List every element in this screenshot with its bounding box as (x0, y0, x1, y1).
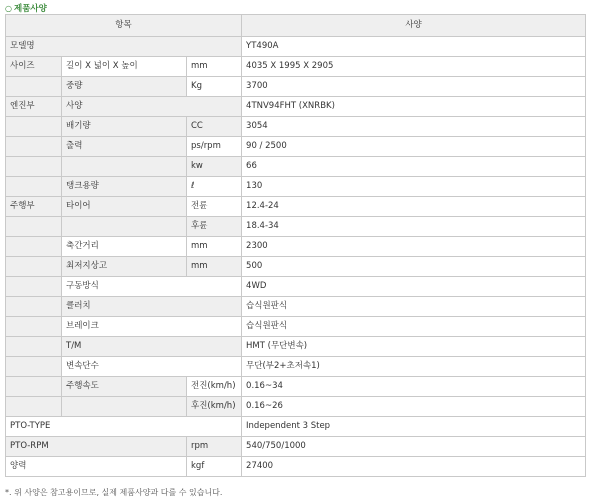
table-row (6, 197, 586, 217)
table-row (6, 277, 586, 297)
sub-label: 출력 (62, 137, 187, 157)
sub-label: 브레이크 (62, 317, 242, 337)
table-row (6, 57, 586, 77)
row-value: 18.4-34 (242, 217, 586, 237)
row-value: YT490A (242, 37, 586, 57)
unit-label: 후진(km/h) (187, 397, 242, 417)
group-blank (6, 337, 62, 357)
footnote: *. 위 사양은 참고용이므로, 실제 제품사양과 다를 수 있습니다. (5, 488, 223, 497)
table-row (6, 357, 586, 377)
row-value: 3054 (242, 117, 586, 137)
table-row (6, 377, 586, 397)
table-row (6, 437, 586, 457)
unit-label: kgf (187, 457, 242, 477)
row-value: 습식원판식 (242, 317, 586, 337)
sub-blank (62, 397, 187, 417)
sub-label: 최저지상고 (62, 257, 187, 277)
table-row (6, 37, 586, 57)
section-title-text: 제품사양 (13, 4, 47, 14)
unit-label: mm (187, 237, 242, 257)
bullet-icon: ○ (5, 4, 12, 13)
group-blank (6, 377, 62, 397)
group-label: 사이즈 (6, 57, 62, 77)
unit-label: mm (187, 257, 242, 277)
unit-label: mm (187, 57, 242, 77)
group-blank (6, 237, 62, 257)
sub-label: 축간거리 (62, 237, 187, 257)
row-value: 2300 (242, 237, 586, 257)
row-value: 90 / 2500 (242, 137, 586, 157)
sub-label: 변속단수 (62, 357, 242, 377)
row-value: Independent 3 Step (242, 417, 586, 437)
sub-label: T/M (62, 337, 242, 357)
unit-label: ℓ (187, 177, 242, 197)
table-row (6, 397, 586, 417)
unit-label: 전진(km/h) (187, 377, 242, 397)
sub-label: 길이 X 넓이 X 높이 (62, 57, 187, 77)
row-label: PTO-TYPE (6, 417, 242, 437)
row-value: 130 (242, 177, 586, 197)
row-value: 무단(부2+초저속1) (242, 357, 586, 377)
group-blank (6, 177, 62, 197)
group-blank (6, 277, 62, 297)
row-label: 모델명 (6, 37, 242, 57)
table-row (6, 337, 586, 357)
unit-label: CC (187, 117, 242, 137)
spec-table (5, 14, 586, 477)
table-row (6, 417, 586, 437)
row-value: 0.16~34 (242, 377, 586, 397)
table-row (6, 77, 586, 97)
sub-label: 타이어 (62, 197, 187, 217)
row-label: PTO-RPM (6, 437, 187, 457)
group-blank (6, 157, 62, 177)
row-value: 540/750/1000 (242, 437, 586, 457)
table-row (6, 297, 586, 317)
row-value: 4TNV94FHT (XNRBK) (242, 97, 586, 117)
group-blank (6, 217, 62, 237)
sub-label: 배기량 (62, 117, 187, 137)
sub-blank (62, 217, 187, 237)
group-blank (6, 397, 62, 417)
group-blank (6, 117, 62, 137)
row-value: 66 (242, 157, 586, 177)
group-blank (6, 137, 62, 157)
sub-label: 탱크용량 (62, 177, 187, 197)
sub-label: 구동방식 (62, 277, 242, 297)
sub-label: 클러치 (62, 297, 242, 317)
sub-label: 사양 (62, 97, 242, 117)
row-value: HMT (무단변속) (242, 337, 586, 357)
row-value: 3700 (242, 77, 586, 97)
sub-label: 중량 (62, 77, 187, 97)
row-label: 양력 (6, 457, 187, 477)
table-row (6, 317, 586, 337)
sub-blank (62, 157, 187, 177)
table-row (6, 137, 586, 157)
row-value: 4035 X 1995 X 2905 (242, 57, 586, 77)
row-value: 0.16~26 (242, 397, 586, 417)
row-value: 습식원판식 (242, 297, 586, 317)
row-value: 4WD (242, 277, 586, 297)
group-label: 엔진부 (6, 97, 62, 117)
unit-label: rpm (187, 437, 242, 457)
sub-label: 주행속도 (62, 377, 187, 397)
row-value: 500 (242, 257, 586, 277)
unit-label: Kg (187, 77, 242, 97)
table-row (6, 177, 586, 197)
group-blank (6, 357, 62, 377)
unit-label: 전륜 (187, 197, 242, 217)
unit-label: ps/rpm (187, 137, 242, 157)
group-blank (6, 257, 62, 277)
header-item: 항목 (6, 15, 242, 37)
table-row (6, 157, 586, 177)
unit-label: kw (187, 157, 242, 177)
row-value: 27400 (242, 457, 586, 477)
table-row (6, 237, 586, 257)
group-blank (6, 77, 62, 97)
table-row (6, 257, 586, 277)
table-row (6, 117, 586, 137)
table-row (6, 457, 586, 477)
header-spec: 사양 (242, 15, 586, 37)
group-blank (6, 317, 62, 337)
group-blank (6, 297, 62, 317)
table-row (6, 217, 586, 237)
unit-label: 후륜 (187, 217, 242, 237)
table-row (6, 97, 586, 117)
row-value: 12.4-24 (242, 197, 586, 217)
table-header-row (6, 15, 586, 37)
group-label: 주행부 (6, 197, 62, 217)
